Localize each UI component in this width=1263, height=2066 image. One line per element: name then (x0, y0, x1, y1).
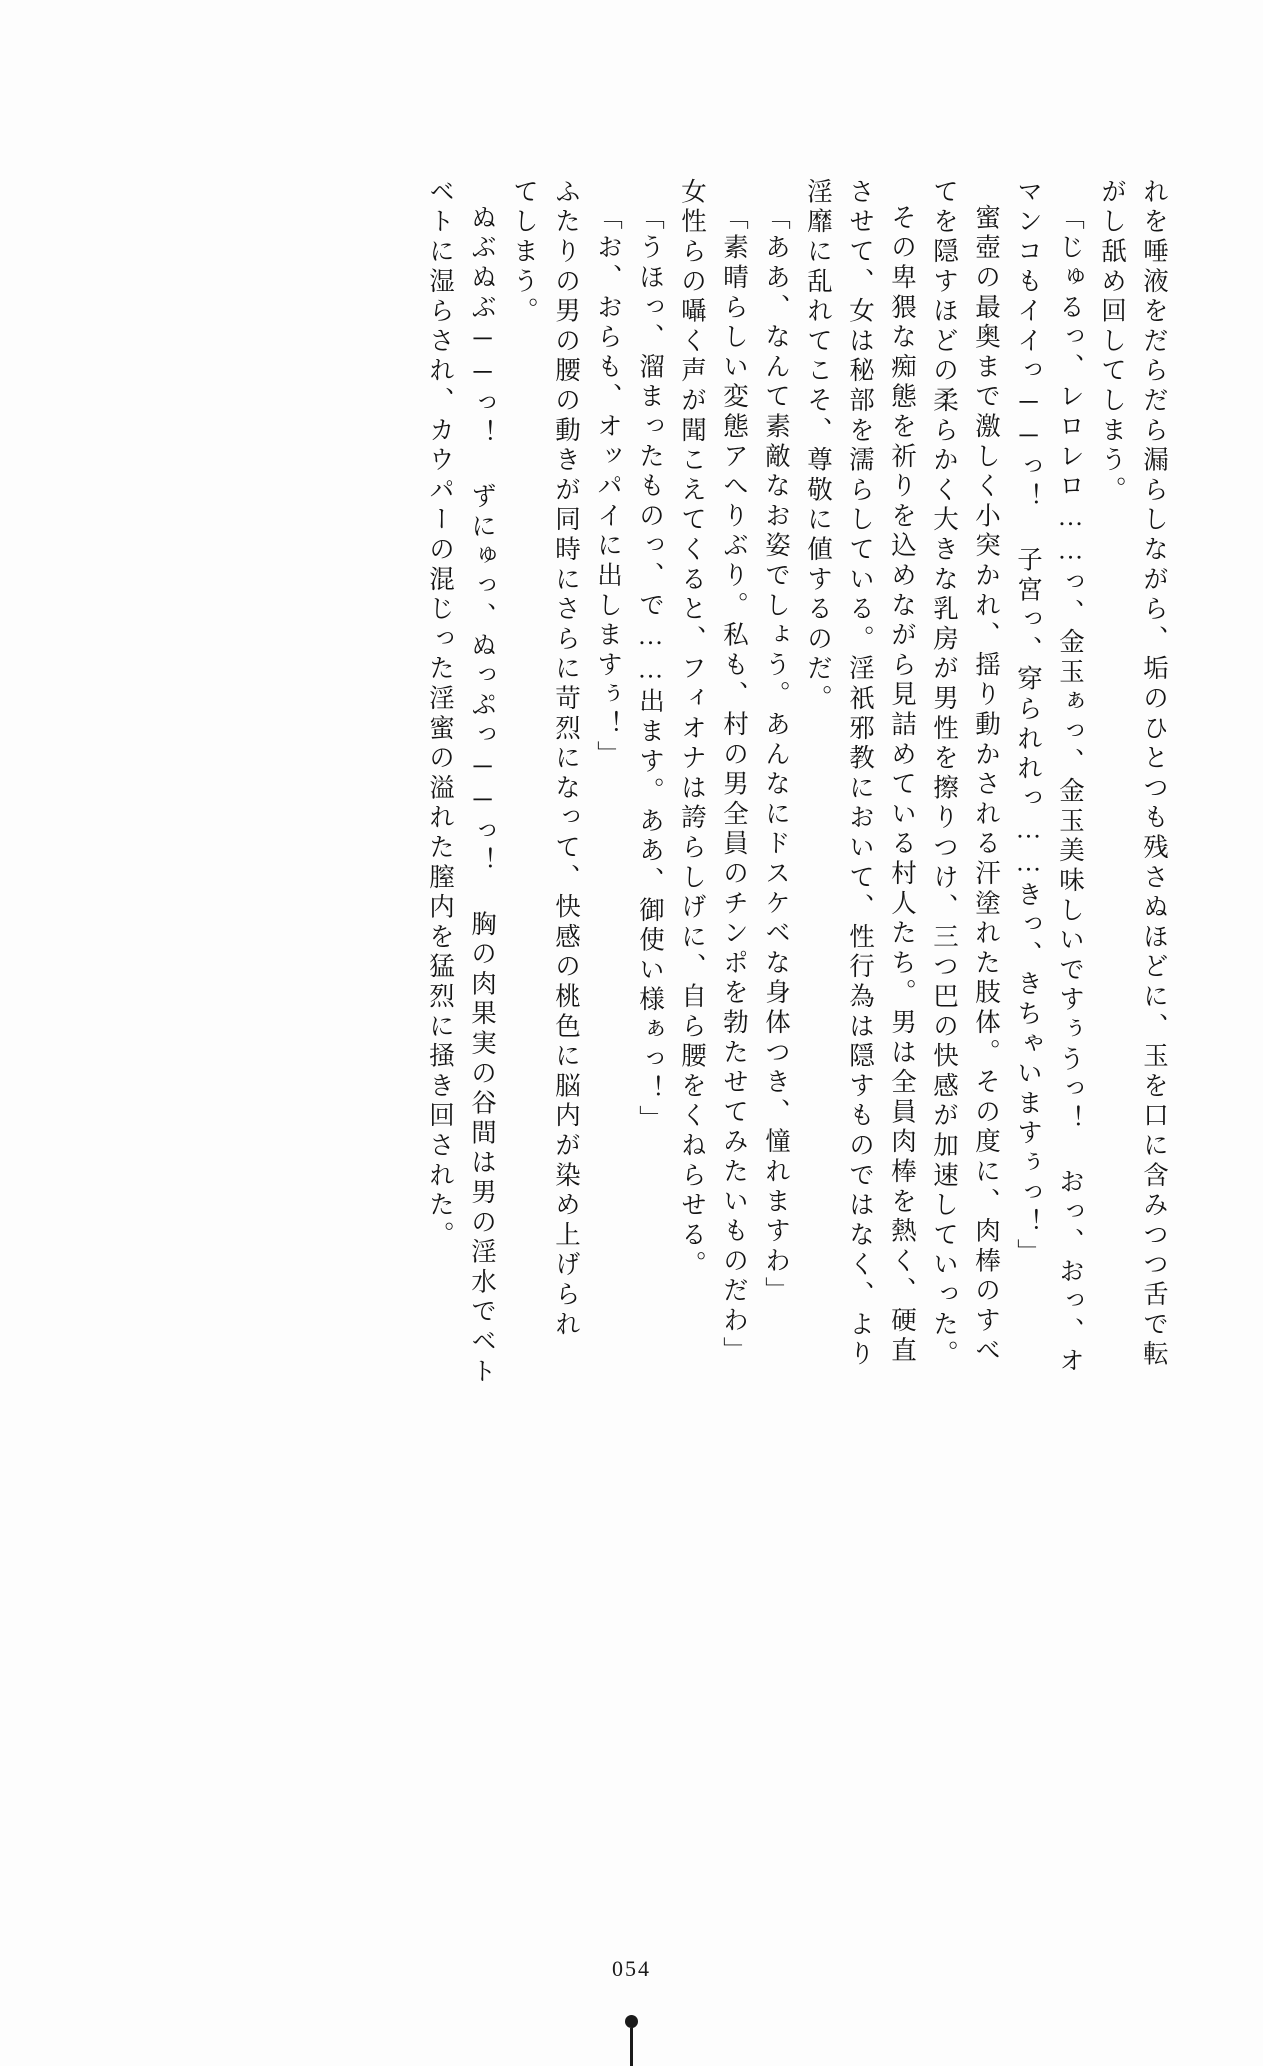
footer-dot-icon (625, 2015, 638, 2028)
vertical-text-body (96, 178, 1167, 1468)
text-line: 「お、おらも、オッパイに出しますぅ！」 (594, 204, 623, 771)
text-line: てを隠すほどの柔らかく大きな乳房が男性を擦りつけ、三つ巴の快感が加速していった。 (930, 178, 959, 1370)
text-line: 「うほっ、溜まったものっ、で……出ます。ああ、御使い様ぁっ！」 (636, 204, 665, 1135)
text-line: その卑猥な痴態を祈りを込めながら見詰めている村人たち。男は全員肉棒を熱く、硬直 (888, 204, 917, 1367)
text-line: させて、女は秘部を濡らしている。淫祇邪教において、性行為は隠すものではなく、より (846, 178, 875, 1370)
footer-bar-icon (630, 2028, 633, 2066)
text-line: 蜜壺の最奥まで激しく小突かれ、揺り動かされる汗塗れた肢体。その度に、肉棒のすべ (972, 204, 1001, 1367)
text-line: 「じゅるっ、レロレロ……っ、金玉ぁっ、金玉美味しいですぅうっ！ おっ、おっ、オ (1056, 204, 1085, 1377)
text-line: 女性らの囁く声が聞こえてくると、フィオナは誇らしげに、自ら腰をくねらせる。 (678, 178, 707, 1281)
text-line: てしまう。 (510, 178, 539, 327)
text-line: 「素晴らしい変態アへりぶり。私も、村の男全員のチンポを勃たせてみたいものだわ」 (720, 204, 749, 1367)
text-line: がし舐め回してしまう。 (1098, 178, 1127, 506)
text-line: れを唾液をだらだら漏らしながら、垢のひとつも残さぬほどに、玉を口に含みつつ舌で転 (1140, 178, 1169, 1370)
text-line: マンコもイイっ──っ！ 子宮っ、穿られれっ……きっ、きちゃいますぅっ！」 (1014, 178, 1043, 1269)
text-line: 淫靡に乱れてこそ、尊敬に値するのだ。 (804, 178, 833, 715)
text-line: ベトに湿らされ、カウパーの混じった淫蜜の溢れた膣内を猛烈に掻き回された。 (426, 178, 455, 1251)
text-line: ぬぶぬぶ──っ！ ずにゅっ、ぬっぷっ──っ！ 胸の肉果実の谷間は男の淫水でベト (468, 204, 497, 1388)
text-line: 「ああ、なんて素敵なお姿でしょう。あんなにドスケベな身体つき、憧れますわ」 (762, 204, 791, 1307)
footer-ornament-icon (625, 2015, 639, 2066)
text-line: ふたりの男の腰の動きが同時にさらに苛烈になって、快感の桃色に脳内が染め上げられ (552, 178, 581, 1341)
page-number: 054 (612, 1956, 651, 1981)
